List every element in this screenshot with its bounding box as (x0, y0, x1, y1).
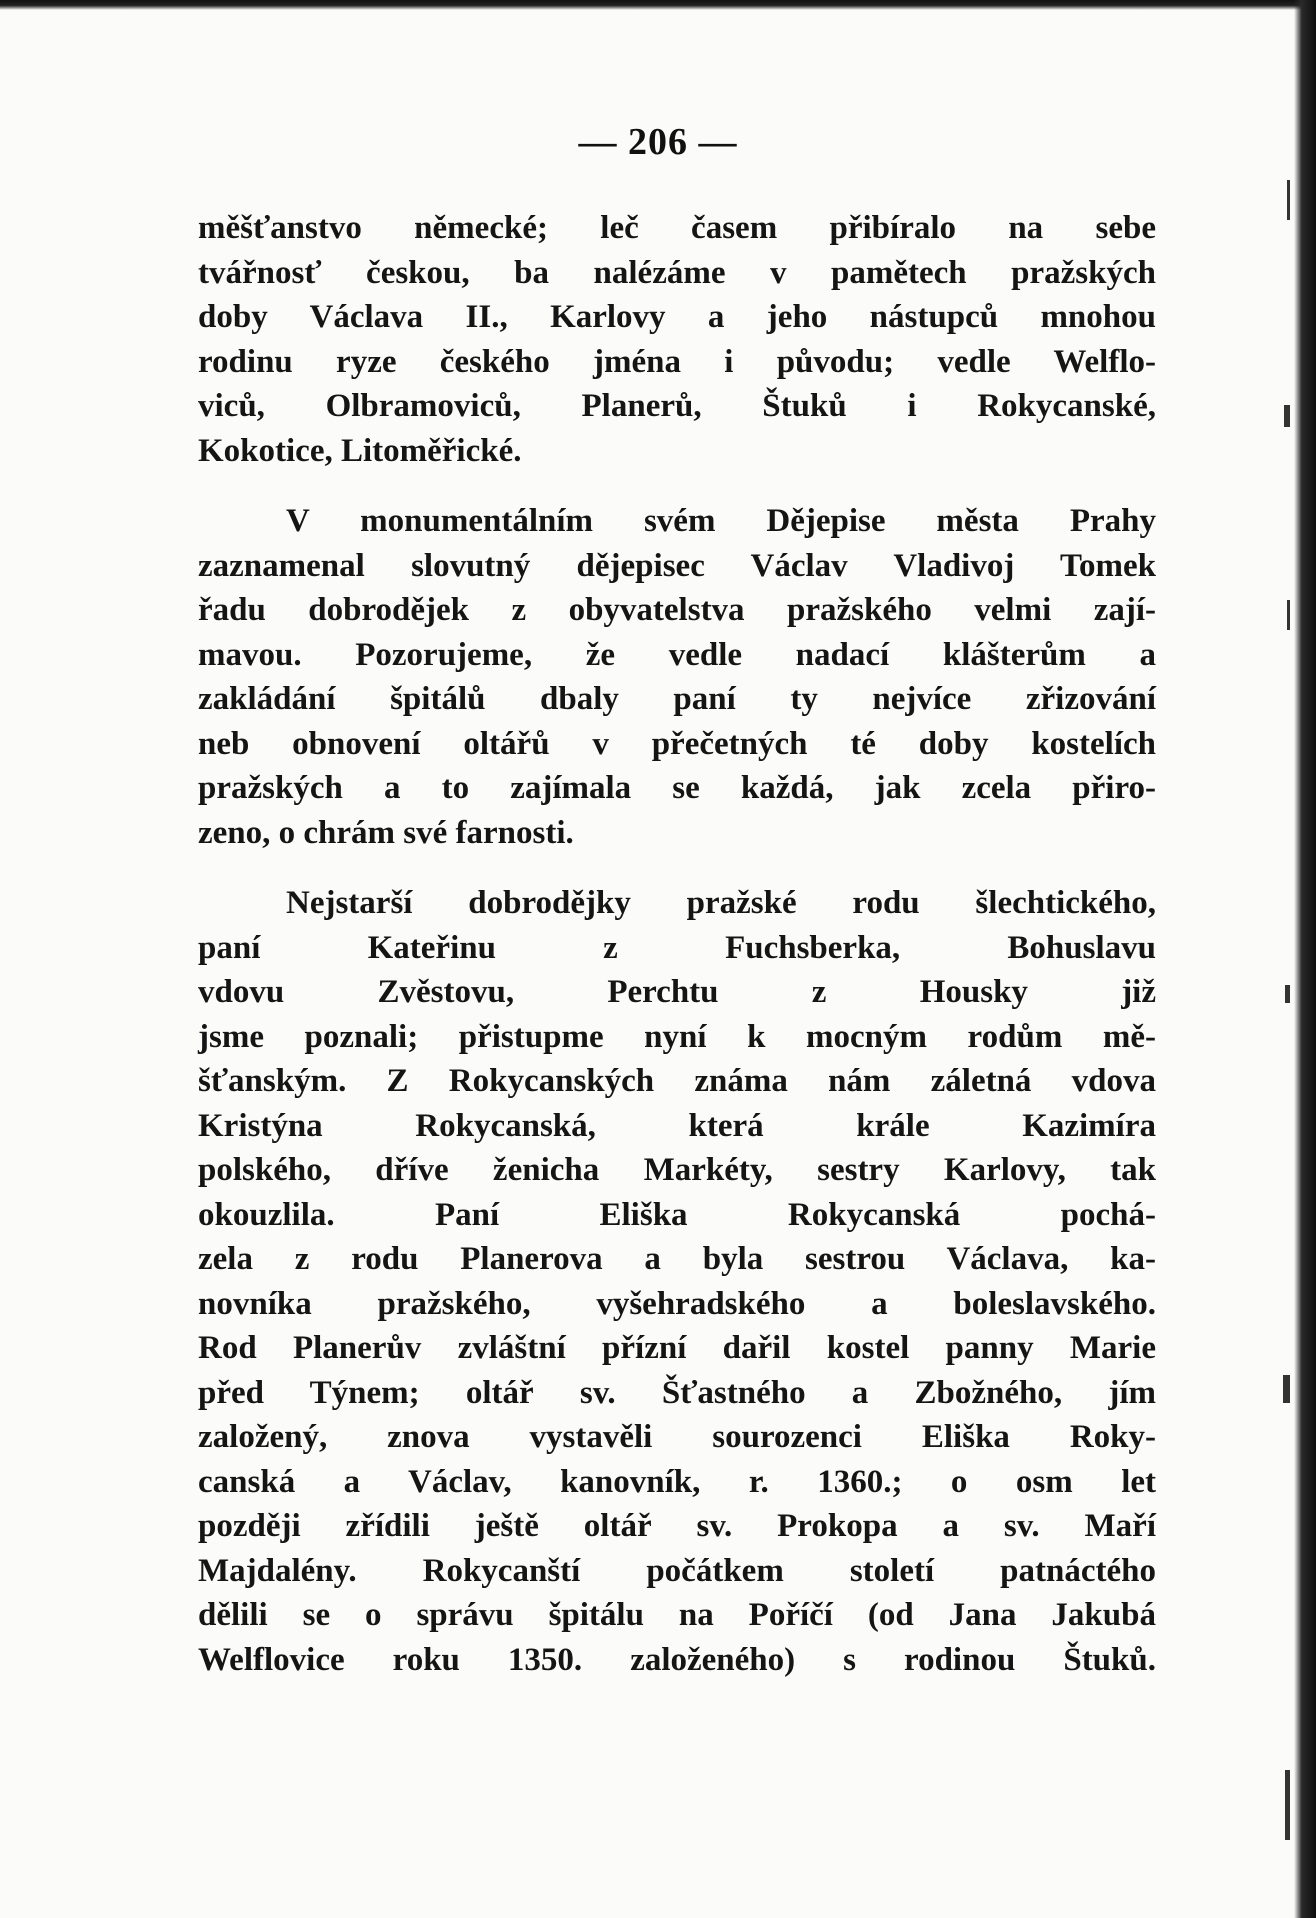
text-line: tvářnosť českou, ba nalézáme v pamětech pražských (198, 254, 1156, 291)
text-line: Majdalény. Rokycanští počátkem století patnáctého (198, 1552, 1156, 1589)
text-line: Welflovice roku 1350. založeného) s rodinou Štuků. (198, 1641, 1156, 1678)
text-line: Rod Planerův zvláštní přízní dařil kostel panny Marie (198, 1330, 1156, 1366)
text-line: Kokotice, Litoměřické. (198, 432, 522, 469)
text-line: polského, dříve ženicha Markéty, sestry Karlovy, tak (198, 1152, 1156, 1188)
binding-marks (1276, 0, 1290, 1918)
text-line: měšťanstvo německé; leč časem přibíralo na sebe (198, 210, 1156, 246)
scan-top-edge (0, 0, 1316, 10)
text-line: jsme poznali; přistupme nyní k mocným rodům mě- (198, 1018, 1156, 1055)
text-line: dělili se o správu špitálu na Poříčí (od Jana Jakubá (198, 1597, 1156, 1633)
body-text (198, 206, 1156, 1682)
paragraph (198, 499, 1156, 855)
text-line: zela z rodu Planerova a byla sestrou Václava, ka- (198, 1241, 1156, 1277)
text-line: rodinu ryze českého jména i původu; vedle Welflo- (198, 343, 1156, 380)
text-line: pražských a to zajímala se každá, jak zcela přiro- (198, 770, 1156, 806)
text-line: zeno, o chrám své farnosti. (198, 814, 574, 851)
scan-binding-edge (1294, 0, 1316, 1918)
text-line: novníka pražského, vyšehradského a boleslavského. (198, 1285, 1156, 1322)
paragraph (198, 881, 1156, 1682)
text-line: šťanským. Z Rokycanských známa nám záletná vdova (198, 1063, 1156, 1099)
text-line: zaznamenal slovutný dějepisec Václav Vladivoj Tomek (198, 547, 1156, 584)
text-line: viců, Olbramoviců, Planerů, Štuků i Rokycanské, (198, 388, 1156, 424)
text-line: založený, znova vystavěli sourozenci Eliška Roky- (198, 1419, 1156, 1455)
text-line: Nejstarší dobrodějky pražské rodu šlechtického, (286, 885, 1156, 921)
text-line: canská a Václav, kanovník, r. 1360.; o osm let (198, 1463, 1156, 1500)
page-number: — 206 — (578, 121, 738, 163)
text-line: okouzlila. Paní Eliška Rokycanská pochá- (198, 1196, 1156, 1233)
text-line: vdovu Zvěstovu, Perchtu z Housky již (198, 974, 1156, 1010)
text-line: doby Václava II., Karlovy a jeho nástupců mnohou (198, 299, 1156, 335)
text-line: později zřídili ještě oltář sv. Prokopa a sv. Maří (198, 1508, 1156, 1544)
text-line: Kristýna Rokycanská, která krále Kazimíra (198, 1107, 1156, 1144)
text-line: mavou. Pozorujeme, že vedle nadací klášterům a (198, 636, 1156, 673)
text-line: V monumentálním svém Dějepise města Prahy (286, 503, 1156, 539)
text-line: zakládání špitálů dbaly paní ty nejvíce zřizování (198, 681, 1156, 717)
text-line: neb obnovení oltářů v přečetných té doby kostelích (198, 725, 1156, 762)
text-line: paní Kateřinu z Fuchsberka, Bohuslavu (198, 929, 1156, 966)
paragraph (198, 206, 1156, 473)
text-line: řadu dobrodějek z obyvatelstva pražského velmi zají- (198, 592, 1156, 628)
text-line: před Týnem; oltář sv. Šťastného a Zbožného, jím (198, 1374, 1156, 1411)
